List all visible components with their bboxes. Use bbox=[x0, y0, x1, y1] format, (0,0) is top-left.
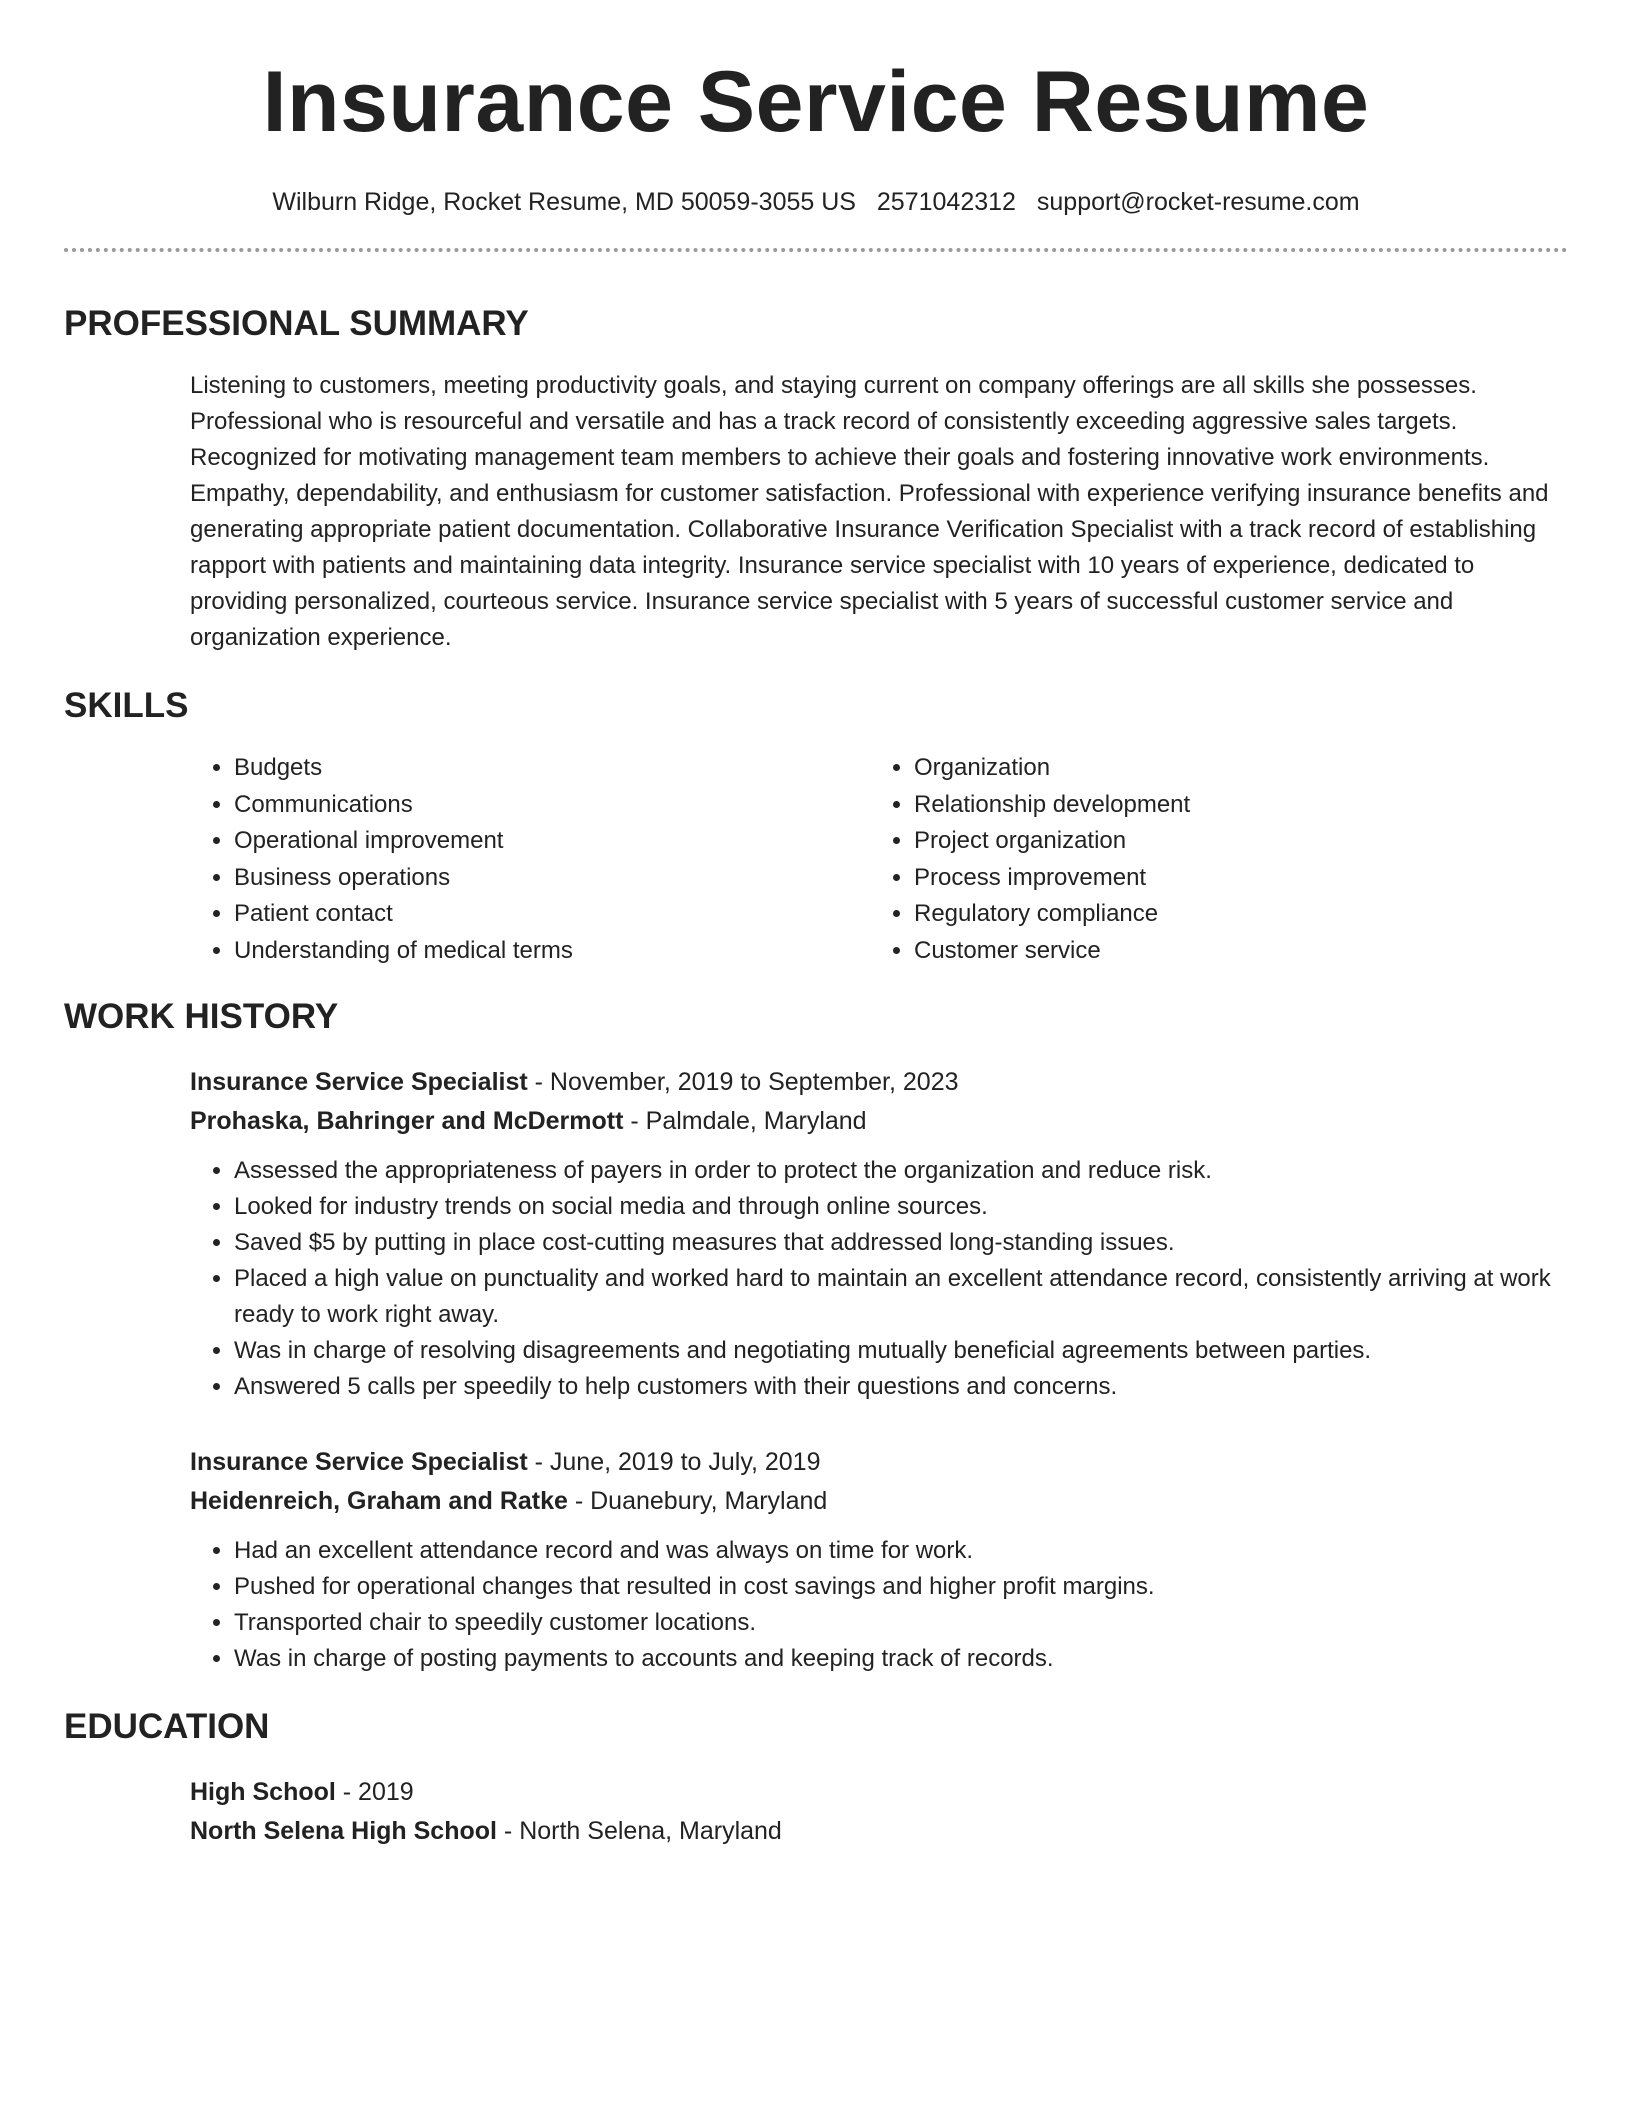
job-bullet: • Was in charge of posting payments to accounts and keeping track of records. bbox=[234, 1641, 1568, 1677]
job-bullets bbox=[190, 1533, 1568, 1677]
job-bullet: • Was in charge of resolving disagreements and negotiating mutually beneficial agreements between parties. bbox=[234, 1333, 1568, 1369]
job-title-line bbox=[190, 1063, 1568, 1102]
job-bullet: • Looked for industry trends on social media and through online sources. bbox=[234, 1189, 1568, 1225]
job-bullet: • Assessed the appropriateness of payers in order to protect the organization and reduce risk. bbox=[234, 1153, 1568, 1189]
job-bullet: • Placed a high value on punctuality and worked hard to maintain an excellent attendance record, consistently arriving at work ready to work right away. bbox=[234, 1261, 1568, 1333]
resume-title: Insurance Service Resume bbox=[262, 54, 1370, 150]
summary-section bbox=[64, 304, 1568, 656]
contact-address: Wilburn Ridge, Rocket Resume, MD 50059-3055 US bbox=[272, 188, 856, 216]
work-history-section bbox=[64, 997, 1568, 1677]
skill-item: • Customer service bbox=[914, 933, 1550, 970]
job-bullets bbox=[190, 1153, 1568, 1405]
education-heading: EDUCATION bbox=[64, 1707, 270, 1746]
job-bullet: • Transported chair to speedily customer locations. bbox=[234, 1605, 1568, 1641]
education-section bbox=[64, 1707, 1568, 1851]
skill-item: • Budgets bbox=[234, 750, 870, 787]
job-entry bbox=[190, 1063, 1568, 1405]
job-bullet: • Pushed for operational changes that resulted in cost savings and higher profit margins. bbox=[234, 1569, 1568, 1605]
summary-heading: PROFESSIONAL SUMMARY bbox=[64, 304, 529, 343]
skill-item: • Relationship development bbox=[914, 787, 1550, 824]
header-divider bbox=[64, 248, 1568, 252]
education-school-line bbox=[190, 1812, 1568, 1851]
skills-columns bbox=[190, 750, 1568, 969]
job-bullet: • Answered 5 calls per speedily to help customers with their questions and concerns. bbox=[234, 1369, 1568, 1405]
job-location: - Palmdale, Maryland bbox=[623, 1107, 867, 1135]
skills-heading: SKILLS bbox=[64, 686, 189, 725]
skill-item: • Organization bbox=[914, 750, 1550, 787]
skill-item: • Operational improvement bbox=[234, 823, 870, 860]
job-dates: - November, 2019 to September, 2023 bbox=[527, 1068, 959, 1096]
job-title: Insurance Service Specialist bbox=[190, 1448, 528, 1476]
education-entry bbox=[190, 1773, 1568, 1851]
education-school: North Selena High School bbox=[190, 1817, 497, 1845]
skills-section bbox=[64, 686, 1568, 969]
work-history-heading: WORK HISTORY bbox=[64, 997, 339, 1036]
skill-item: • Project organization bbox=[914, 823, 1550, 860]
skill-item: • Patient contact bbox=[234, 896, 870, 933]
job-bullet: • Had an excellent attendance record and was always on time for work. bbox=[234, 1533, 1568, 1569]
job-company: Prohaska, Bahringer and McDermott bbox=[190, 1107, 624, 1135]
education-year: - 2019 bbox=[335, 1778, 414, 1806]
job-location: - Duanebury, Maryland bbox=[567, 1487, 828, 1515]
contact-line bbox=[64, 186, 1568, 218]
job-dates: - June, 2019 to July, 2019 bbox=[527, 1448, 821, 1476]
skill-item: • Regulatory compliance bbox=[914, 896, 1550, 933]
job-title: Insurance Service Specialist bbox=[190, 1068, 528, 1096]
education-degree-line bbox=[190, 1773, 1568, 1812]
job-company-line bbox=[190, 1102, 1568, 1141]
education-location: - North Selena, Maryland bbox=[496, 1817, 782, 1845]
job-bullet: • Saved $5 by putting in place cost-cutting measures that addressed long-standing issues. bbox=[234, 1225, 1568, 1261]
skill-item: • Communications bbox=[234, 787, 870, 824]
summary-text: Listening to customers, meeting productivity goals, and staying current on company offerings are all skills she possesses. Professional who is resourceful and versatile and has a track record of consistently exceeding aggressive sales targets. Recognized for motivating management team members to achieve their goals and fostering innovative work environments. Empathy, dependability, and enthusiasm for customer satisfaction. Professional with experience verifying insurance benefits and generating appropriate patient documentation. Collaborative Insurance Verification Specialist with a track record of establishing rapport with patients and maintaining data integrity. Insurance service specialist with 10 years of experience, dedicated to providing personalized, courteous service. Insurance service specialist with 5 years of successful customer service and organization experience. bbox=[190, 372, 1549, 651]
job-company-line bbox=[190, 1482, 1568, 1521]
job-entry bbox=[190, 1443, 1568, 1677]
skills-list-right bbox=[870, 750, 1550, 969]
education-degree: High School bbox=[190, 1778, 336, 1806]
contact-phone: 2571042312 bbox=[876, 188, 1016, 216]
job-title-line bbox=[190, 1443, 1568, 1482]
job-company: Heidenreich, Graham and Ratke bbox=[190, 1487, 568, 1515]
skill-item: • Process improvement bbox=[914, 860, 1550, 897]
skill-item: • Business operations bbox=[234, 860, 870, 897]
contact-email: support@rocket-resume.com bbox=[1036, 188, 1360, 216]
skills-list-left bbox=[190, 750, 870, 969]
skill-item: • Understanding of medical terms bbox=[234, 933, 870, 970]
